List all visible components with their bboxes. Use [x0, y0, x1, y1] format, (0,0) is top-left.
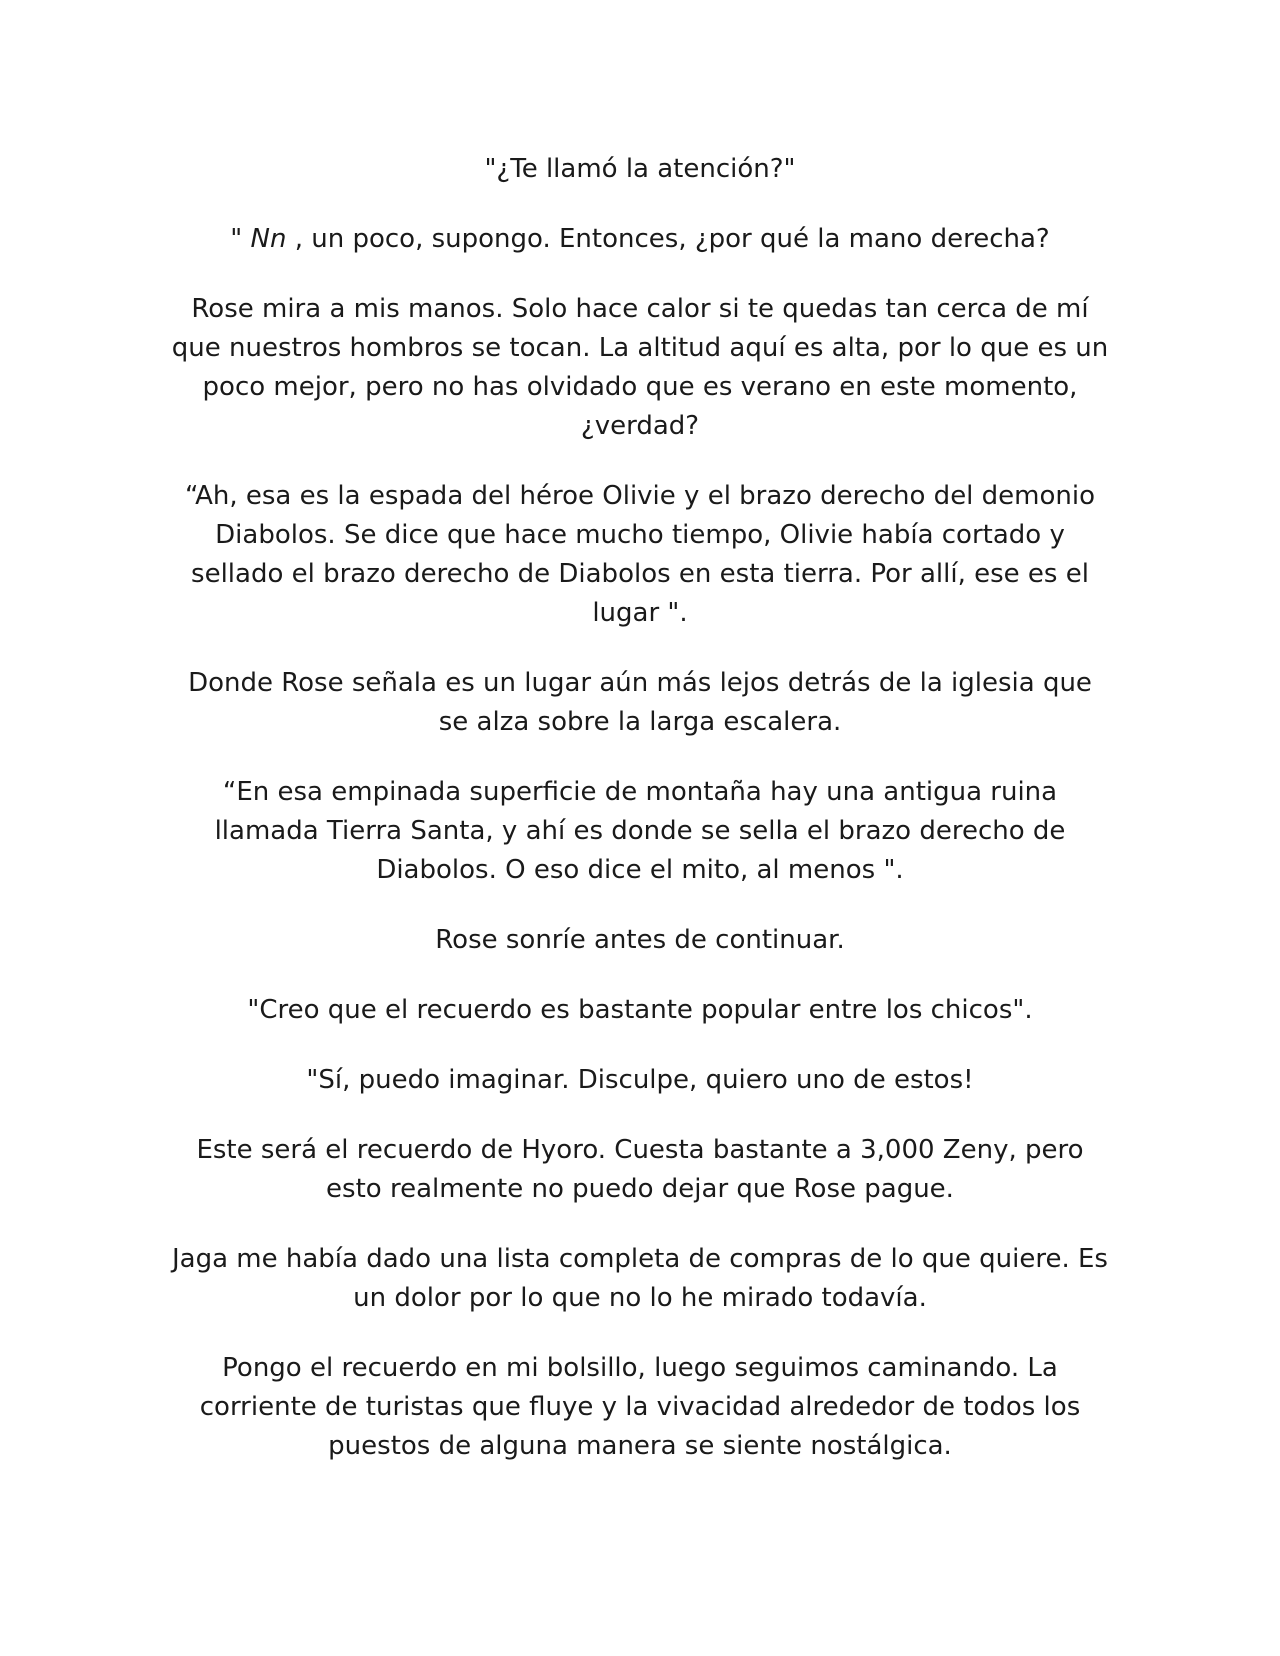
paragraph-text: "	[230, 224, 251, 254]
paragraph: “Ah, esa es la espada del héroe Olivie y el brazo derecho del demonio Diabolos. Se dice que hace mucho tiempo, Olivie había cortado y sellado el brazo derecho de Diabolos en esta tierra. Por allí, ese es el lugar ".	[184, 481, 1096, 628]
paragraph: Este será el recuerdo de Hyoro. Cuesta bastante a 3,000 Zeny, pero esto realmente no puedo dejar que Rose pague.	[196, 1135, 1084, 1204]
paragraph: "¿Te llamó la atención?"	[484, 154, 796, 184]
paragraph: Rose mira a mis manos. Solo hace calor si te quedas tan cerca de mí que nuestros hombros se tocan. La altitud aquí es alta, por lo que es un poco mejor, pero no has olvidado que es verano en este momento, ¿verdad?	[171, 294, 1109, 441]
paragraph: "Sí, puedo imaginar. Disculpe, quiero uno de estos!	[306, 1065, 974, 1095]
paragraph: Rose sonríe antes de continuar.	[435, 925, 845, 955]
paragraph: Donde Rose señala es un lugar aún más lejos detrás de la iglesia que se alza sobre la larga escalera.	[188, 668, 1092, 737]
paragraph: "Creo que el recuerdo es bastante popular entre los chicos".	[247, 995, 1033, 1025]
paragraph-text: , un poco, supongo. Entonces, ¿por qué la mano derecha?	[286, 224, 1050, 254]
italic-interjection: Nn	[250, 224, 287, 254]
paragraph: Jaga me había dado una lista completa de compras de lo que quiere. Es un dolor por lo que no lo he mirado todavía.	[172, 1244, 1108, 1313]
paragraph	[170, 220, 1110, 259]
paragraph: Pongo el recuerdo en mi bolsillo, luego seguimos caminando. La corriente de turistas que fluye y la vivacidad alrededor de todos los puestos de alguna manera se siente nostálgica.	[199, 1353, 1081, 1461]
document-page	[170, 150, 1110, 1497]
paragraph: “En esa empinada superficie de montaña hay una antigua ruina llamada Tierra Santa, y ahí es donde se sella el brazo derecho de Diabolos. O eso dice el mito, al menos ".	[214, 777, 1066, 885]
